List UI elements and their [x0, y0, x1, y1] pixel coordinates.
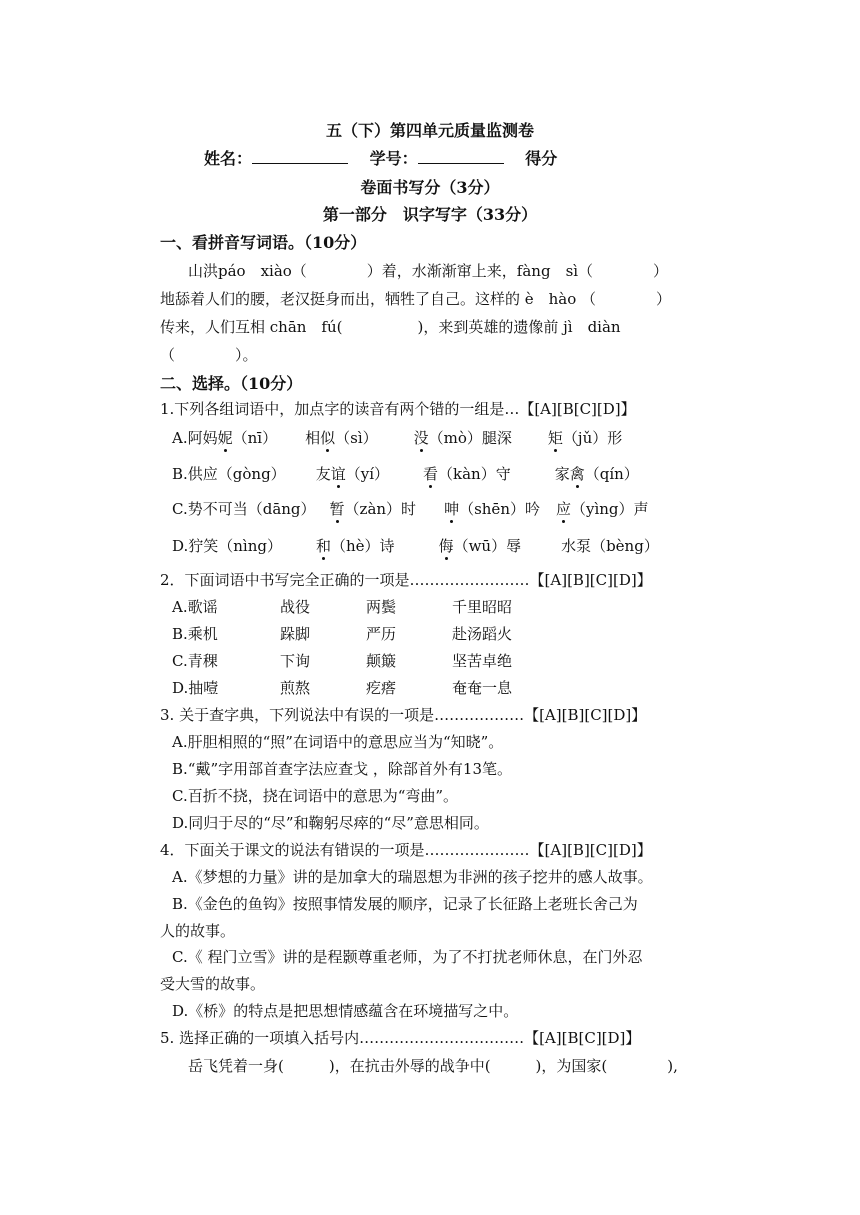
q2-option-c[interactable]: C.青稞 下询 颠簸 坚苦卓绝	[172, 652, 513, 670]
q2-stem: 2．下面词语中书写完全正确的一项是……………………【[A][B][C][D]】	[160, 571, 652, 589]
pinyin-line-2: 地舔着人们的腰，老汉挺身而出，牺牲了自己。这样的 è hào （ ）	[160, 290, 672, 308]
q1-stem: 1.下列各组词语中，加点字的读音有两个错的一组是…【[A][B[C][D]】	[160, 400, 636, 418]
q5-stem: 5. 选择正确的一项填入括号内……………………………【[A][B[C][D]】	[160, 1029, 641, 1047]
q1-option-d[interactable]: D.狞笑（nìng） 和（hè）诗 侮（wū）辱 水泵（bèng）	[172, 537, 659, 555]
q3-option-d[interactable]: D.同归于尽的“尽”和鞠躬尽瘁的“尽”意思相同。	[172, 814, 489, 832]
q3-option-b[interactable]: B.“戴”字用部首查字法应查戈 ，除部首外有13笔。	[172, 760, 512, 778]
q4-option-d[interactable]: D.《桥》的特点是把思想情感蕴含在环境描写之中。	[172, 1002, 519, 1020]
number-blank[interactable]	[418, 149, 504, 164]
q4-stem: 4．下面关于课文的说法有错误的一项是…………………【[A][B][C][D]】	[160, 841, 652, 859]
q4-option-b-cont: 人的故事。	[160, 922, 236, 940]
q2-option-b[interactable]: B.乘机 跺脚 严历 赴汤蹈火	[172, 625, 513, 643]
q1-option-c[interactable]: C.势不可当（dāng） 暂（zàn）时 呻（shēn）吟 应（yìng）声	[172, 500, 649, 518]
q4-option-b[interactable]: B.《金色的鱼钩》按照事情发展的顺序，记录了长征路上老班长舍己为	[172, 895, 638, 913]
name-blank[interactable]	[252, 149, 348, 164]
name-label: 姓名：	[204, 149, 253, 168]
q4-option-c-cont: 受大雪的故事。	[160, 975, 266, 993]
number-label: 学号：	[369, 149, 418, 168]
q2-option-d[interactable]: D.抽噎 煎熬 疙瘩 奄奄一息	[172, 679, 513, 697]
section1-heading: 一、看拼音写词语。（10分）	[160, 233, 367, 252]
q3-option-a[interactable]: A.肝胆相照的“照”在词语中的意思应当为“知晓”。	[172, 733, 504, 751]
part1-title: 第一部分 识字写字（33分）	[322, 205, 538, 224]
pinyin-line-3: 传来，人们互相 chān fú( )，来到英雄的遗像前 jì diàn	[160, 318, 621, 336]
student-info-line	[204, 146, 557, 169]
q2-option-a[interactable]: A.歌谣 战役 两鬓 千里昭昭	[172, 598, 513, 616]
q4-option-c[interactable]: C.《 程门立雪》讲的是程颢尊重老师，为了不打扰老师休息，在门外忍	[172, 948, 643, 966]
page-title: 五（下）第四单元质量监测卷	[325, 121, 534, 140]
pinyin-line-4: （ ）。	[160, 346, 258, 364]
q4-option-a[interactable]: A.《梦想的力量》讲的是加拿大的瑞恩想为非洲的孩子挖井的感人故事。	[172, 868, 653, 886]
handwriting-score: 卷面书写分（3分）	[360, 178, 500, 197]
q1-option-a[interactable]: A.阿妈妮（nī） 相似（sì） 没（mò）腿深 矩（jǔ）形	[172, 429, 623, 447]
score-label: 得分	[525, 149, 558, 168]
q3-stem: 3. 关于查字典，下列说法中有误的一项是………………【[A][B][C][D]】	[160, 706, 647, 724]
section2-heading: 二、选择。（10分）	[160, 374, 303, 393]
pinyin-line-1: 山洪páo xiào（ ）着，水渐渐窜上来，fàng sì（ ）	[188, 262, 669, 280]
q5-text: 岳飞凭着一身( )，在抗击外辱的战争中( )，为国家( ),	[188, 1057, 678, 1075]
q1-option-b[interactable]: B.供应（gòng） 友谊（yí） 看（kàn）守 家禽（qín）	[172, 465, 639, 483]
q3-option-c[interactable]: C.百折不挠，挠在词语中的意思为“弯曲”。	[172, 787, 459, 805]
